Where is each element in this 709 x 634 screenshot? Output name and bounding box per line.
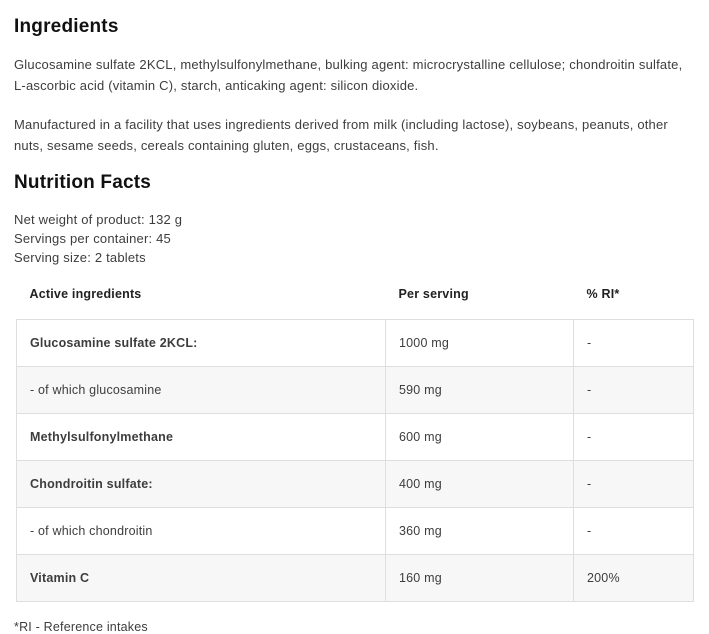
- col-header-percent-ri: % RI*: [586, 286, 620, 301]
- ri-value: -: [574, 319, 694, 366]
- ingredient-label: - of which chondroitin: [17, 507, 386, 554]
- ingredient-label: Chondroitin sulfate:: [17, 460, 386, 507]
- table-row-glucosamine-sulfate: [17, 319, 694, 366]
- per-serving-value: 600 mg: [386, 413, 574, 460]
- ingredients-composition-paragraph: Glucosamine sulfate 2KCL, methylsulfonylmethane, bulking agent: microcrystalline cellulose; chondroitin sulfate, L-ascorbic acid (vitamin C), starch, anticaking agent: silicon dioxide.: [14, 56, 683, 93]
- col-header-per-serving: Per serving: [398, 286, 469, 301]
- table-row-vitamin-c: [17, 554, 694, 601]
- ri-value: -: [574, 366, 694, 413]
- ingredient-label: Methylsulfonylmethane: [17, 413, 386, 460]
- ri-value: -: [574, 507, 694, 554]
- table-row-of-which-glucosamine: [17, 366, 694, 413]
- table-row-of-which-chondroitin: [17, 507, 694, 554]
- allergen-warning-paragraph: Manufactured in a facility that uses ingredients derived from milk (including lactose), soybeans, peanuts, other nuts, sesame seeds, cereals containing gluten, eggs, crustaceans, fish.: [14, 116, 668, 153]
- ri-value: -: [574, 413, 694, 460]
- per-serving-value: 160 mg: [386, 554, 574, 601]
- table-header-row: [17, 287, 694, 320]
- nutrition-table: [16, 287, 694, 602]
- servings-per-container-line: Servings per container: 45: [14, 230, 171, 246]
- reference-intakes-footnote: *RI - Reference intakes: [14, 619, 148, 634]
- net-weight-line: Net weight of product: 132 g: [14, 211, 183, 227]
- per-serving-value: 360 mg: [386, 507, 574, 554]
- table-row-methylsulfonylmethane: [17, 413, 694, 460]
- ingredient-label: Glucosamine sulfate 2KCL:: [17, 319, 386, 366]
- table-row-chondroitin-sulfate: [17, 460, 694, 507]
- col-header-active-ingredients: Active ingredients: [29, 286, 142, 301]
- per-serving-value: 1000 mg: [386, 319, 574, 366]
- ri-value: -: [574, 460, 694, 507]
- ri-value: 200%: [574, 554, 694, 601]
- serving-info-block: [14, 210, 695, 267]
- ingredients-title: Ingredients: [14, 16, 119, 37]
- ingredient-label: Vitamin C: [17, 554, 386, 601]
- serving-size-line: Serving size: 2 tablets: [14, 249, 146, 265]
- per-serving-value: 400 mg: [386, 460, 574, 507]
- ingredient-label: - of which glucosamine: [17, 366, 386, 413]
- nutrition-facts-title: Nutrition Facts: [14, 171, 152, 193]
- per-serving-value: 590 mg: [386, 366, 574, 413]
